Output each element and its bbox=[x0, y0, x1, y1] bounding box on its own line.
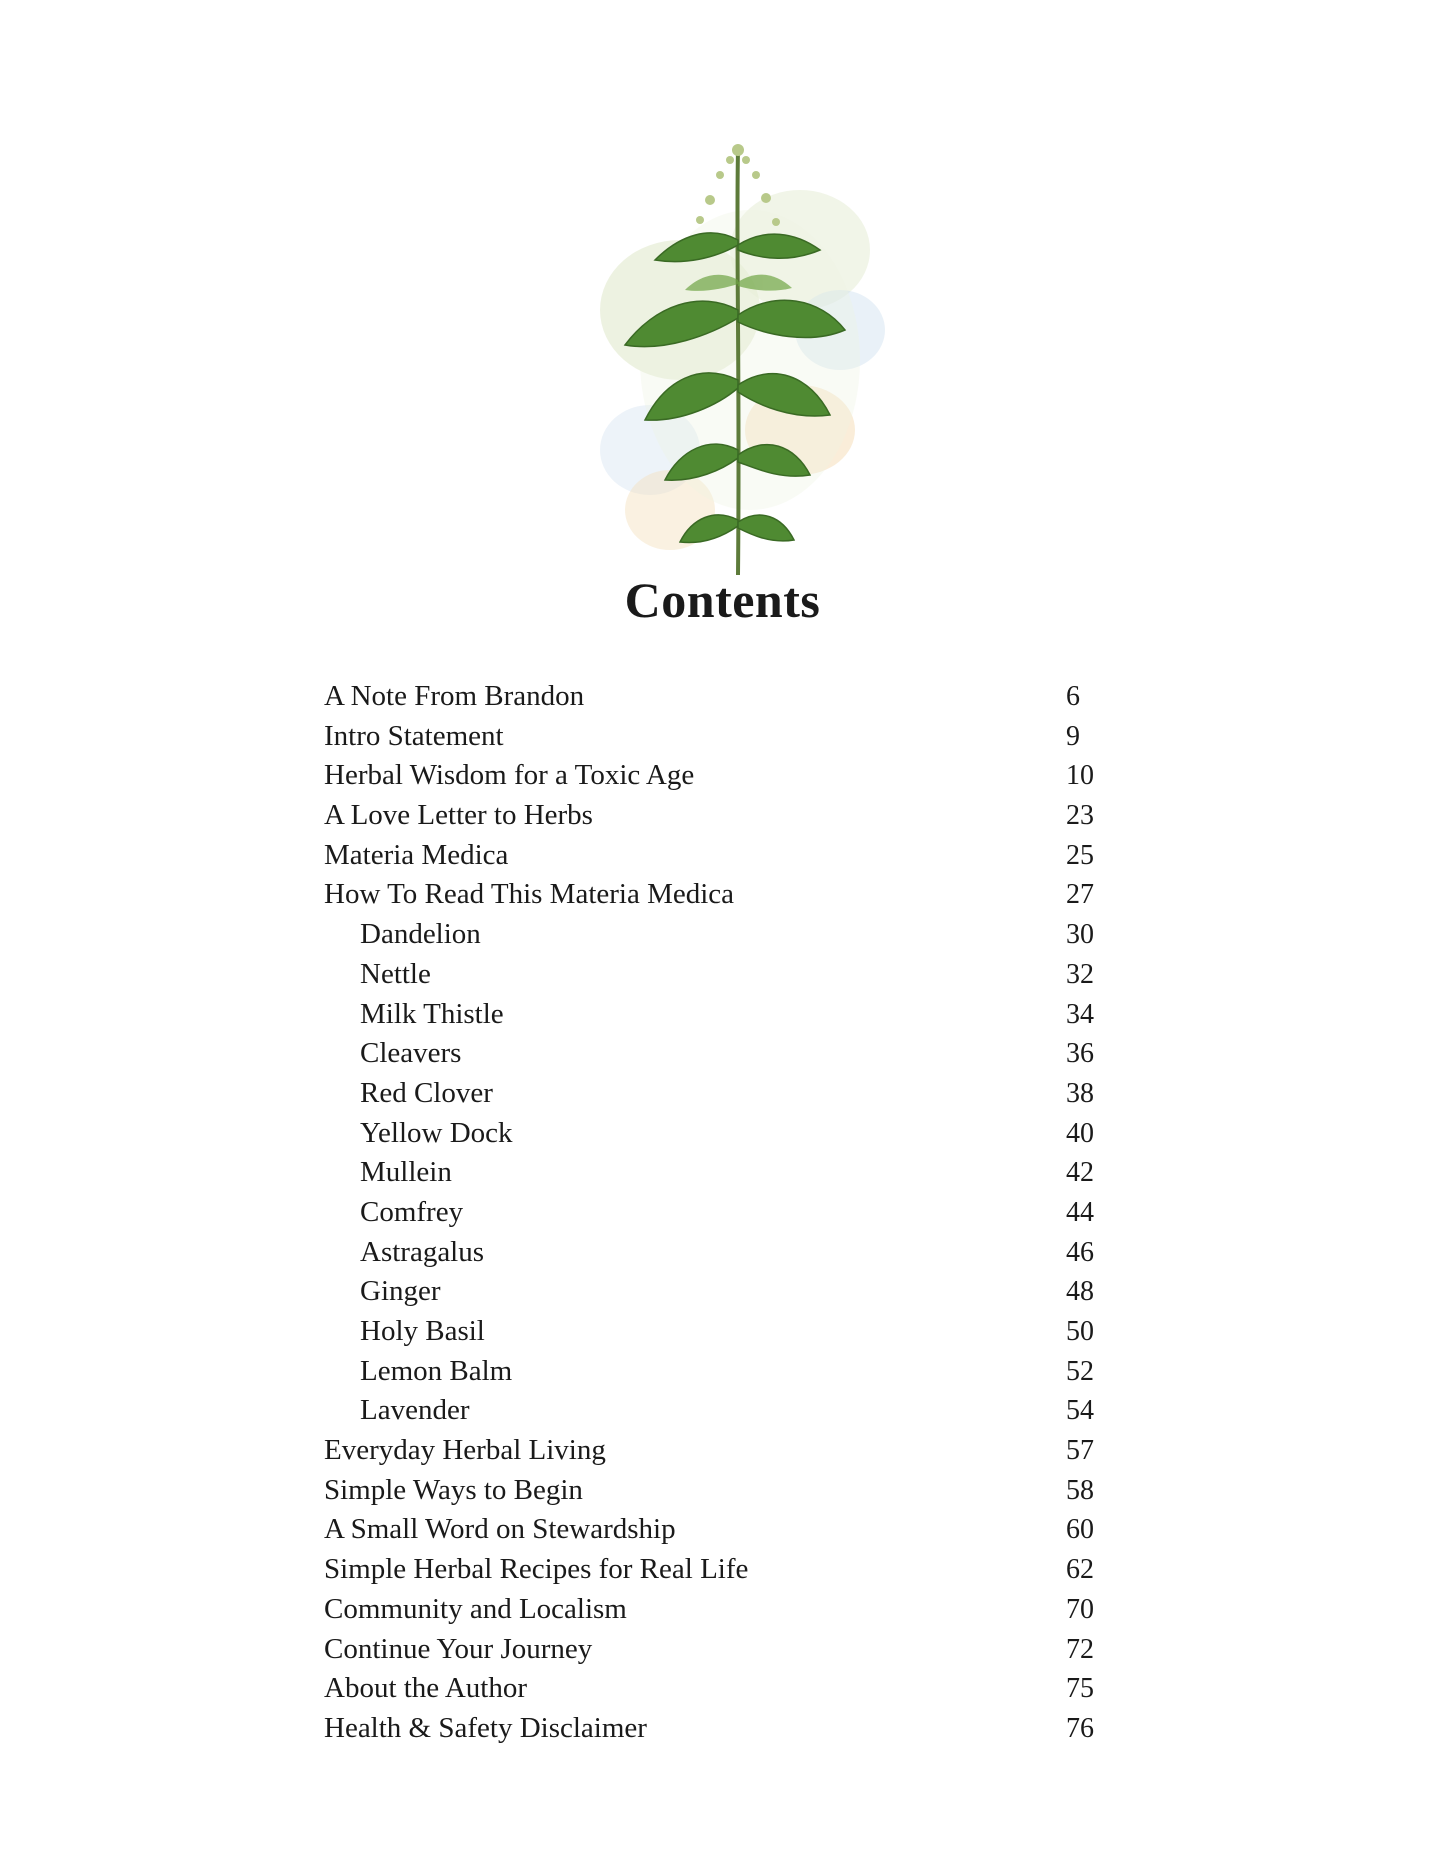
toc-entry-title: About the Author bbox=[324, 1672, 527, 1705]
toc-entry-title: Health & Safety Disclaimer bbox=[324, 1711, 647, 1744]
toc-entry[interactable] bbox=[324, 796, 1104, 836]
toc-entry[interactable] bbox=[324, 836, 1104, 876]
toc-entry-title: Lavender bbox=[360, 1394, 470, 1427]
toc-entry-page-number: 38 bbox=[1066, 1077, 1094, 1109]
toc-entry-page-number: 58 bbox=[1066, 1474, 1094, 1506]
toc-entry-title: Holy Basil bbox=[360, 1315, 485, 1347]
toc-entry-title: Mullein bbox=[360, 1156, 452, 1189]
toc-subentry[interactable] bbox=[324, 1114, 1104, 1154]
toc-entry-page-number: 34 bbox=[1066, 998, 1094, 1030]
toc-entry-page-number: 62 bbox=[1066, 1554, 1094, 1586]
toc-entry-page-number: 40 bbox=[1066, 1117, 1094, 1149]
toc-entry-page-number: 46 bbox=[1066, 1236, 1094, 1268]
toc-entry[interactable] bbox=[324, 1431, 1104, 1471]
toc-entry-title: Materia Medica bbox=[324, 838, 509, 871]
toc-entry-page-number: 75 bbox=[1066, 1673, 1094, 1705]
toc-entry-page-number: 50 bbox=[1066, 1316, 1094, 1347]
toc-entry-title: Intro Statement bbox=[324, 719, 504, 752]
toc-entry-page-number: 23 bbox=[1066, 800, 1094, 832]
toc-subentry[interactable] bbox=[324, 995, 1104, 1035]
toc-entry-page-number: 27 bbox=[1066, 879, 1094, 911]
toc-entry-title: A Small Word on Stewardship bbox=[324, 1513, 676, 1546]
toc-entry-page-number: 44 bbox=[1066, 1196, 1094, 1228]
toc-entry-title: Comfrey bbox=[360, 1195, 464, 1228]
toc-entry-title: Dandelion bbox=[360, 918, 481, 951]
toc-entry[interactable] bbox=[324, 1471, 1104, 1511]
toc-entry[interactable] bbox=[324, 1630, 1104, 1670]
toc-entry-title: Red Clover bbox=[360, 1076, 493, 1109]
toc-entry-title: Everyday Herbal Living bbox=[324, 1434, 606, 1467]
toc-entry[interactable] bbox=[324, 677, 1104, 717]
toc-entry[interactable] bbox=[324, 1590, 1104, 1630]
toc-entry-title: Simple Herbal Recipes for Real Life bbox=[324, 1553, 749, 1586]
toc-entry-page-number: 52 bbox=[1066, 1355, 1094, 1387]
toc-entry-title: Nettle bbox=[360, 957, 431, 990]
toc-entry-page-number: 54 bbox=[1066, 1395, 1094, 1427]
toc-entry-title: Ginger bbox=[360, 1275, 441, 1308]
toc-subentry[interactable] bbox=[324, 1352, 1104, 1392]
toc-subentry[interactable] bbox=[324, 1153, 1104, 1193]
toc-entry-page-number: 9 bbox=[1066, 720, 1080, 752]
toc-subentry[interactable] bbox=[324, 955, 1104, 995]
toc-entry-title: Milk Thistle bbox=[360, 997, 504, 1030]
toc-entry-page-number: 10 bbox=[1066, 760, 1094, 792]
toc-entry-title: A Note From Brandon bbox=[324, 680, 585, 712]
toc-entry-title: Herbal Wisdom for a Toxic Age bbox=[324, 759, 695, 792]
toc-subentry[interactable] bbox=[324, 1034, 1104, 1074]
toc-entry[interactable] bbox=[324, 875, 1104, 915]
toc-subentry[interactable] bbox=[324, 1312, 1104, 1352]
toc-entry-title: A Love Letter to Herbs bbox=[324, 799, 593, 832]
toc-subentry[interactable] bbox=[324, 915, 1104, 955]
toc-subentry[interactable] bbox=[324, 1391, 1104, 1431]
toc-entry-page-number: 32 bbox=[1066, 958, 1094, 990]
toc-entry-page-number: 30 bbox=[1066, 919, 1094, 951]
toc-subentry[interactable] bbox=[324, 1272, 1104, 1312]
toc-entry-title: Cleavers bbox=[360, 1037, 462, 1070]
toc-subentry[interactable] bbox=[324, 1074, 1104, 1114]
toc-entry-page-number: 76 bbox=[1066, 1712, 1094, 1744]
toc-entry-title: Community and Localism bbox=[324, 1592, 627, 1625]
toc-entry-title: Astragalus bbox=[360, 1235, 485, 1268]
toc-entry[interactable] bbox=[324, 717, 1104, 757]
toc-subentry[interactable] bbox=[324, 1193, 1104, 1233]
nettle-plant-illustration bbox=[560, 130, 920, 590]
page-title: Contents bbox=[624, 572, 821, 628]
toc-entry[interactable] bbox=[324, 1550, 1104, 1590]
toc-entry-page-number: 72 bbox=[1066, 1633, 1094, 1665]
toc-entry-page-number: 57 bbox=[1066, 1435, 1094, 1467]
toc-subentry[interactable] bbox=[324, 1233, 1104, 1273]
toc-entry-page-number: 42 bbox=[1066, 1157, 1094, 1189]
toc-entry[interactable] bbox=[324, 1709, 1104, 1749]
toc-entry-page-number: 6 bbox=[1066, 681, 1080, 712]
toc-entry[interactable] bbox=[324, 756, 1104, 796]
toc-entry-page-number: 60 bbox=[1066, 1514, 1094, 1546]
toc-entry-page-number: 36 bbox=[1066, 1038, 1094, 1070]
toc-entry-title: Simple Ways to Begin bbox=[324, 1473, 583, 1506]
toc-entry-title: Continue Your Journey bbox=[324, 1632, 593, 1665]
toc-entry[interactable] bbox=[324, 1510, 1104, 1550]
toc-entry[interactable] bbox=[324, 1669, 1104, 1709]
toc-entry-title: Lemon Balm bbox=[360, 1354, 513, 1387]
table-of-contents bbox=[324, 677, 1104, 1749]
toc-entry-title: How To Read This Materia Medica bbox=[324, 878, 735, 911]
toc-entry-page-number: 48 bbox=[1066, 1276, 1094, 1308]
toc-entry-title: Yellow Dock bbox=[360, 1116, 513, 1149]
toc-entry-page-number: 25 bbox=[1066, 839, 1094, 871]
toc-entry-page-number: 70 bbox=[1066, 1593, 1094, 1625]
